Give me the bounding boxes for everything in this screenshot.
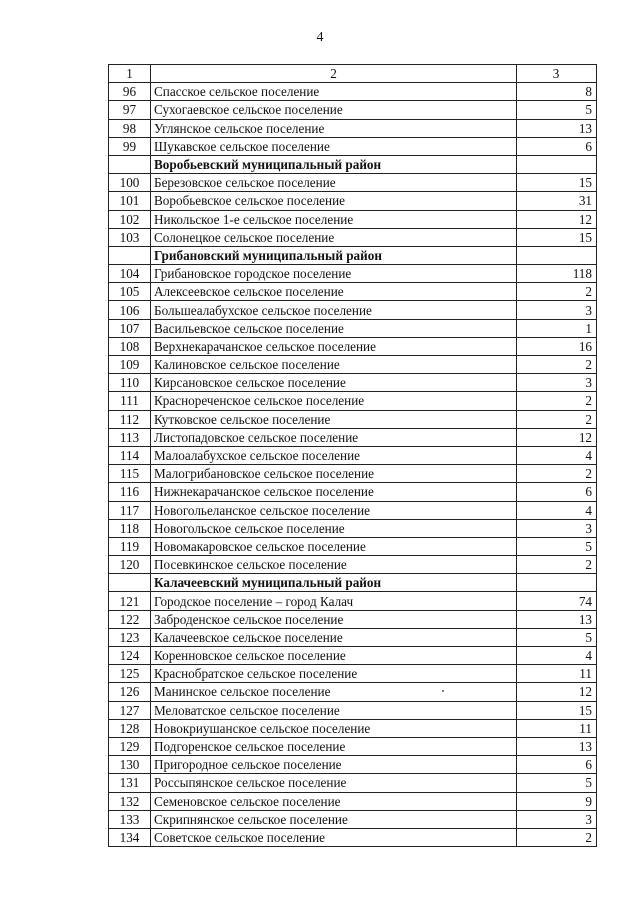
row-number: 126 bbox=[109, 683, 151, 701]
row-number: 96 bbox=[109, 83, 151, 101]
table-row bbox=[109, 101, 597, 119]
settlement-name: Листопадовское сельское поселение bbox=[151, 428, 517, 446]
table-row bbox=[109, 356, 597, 374]
settlement-name: Алексеевское сельское поселение bbox=[151, 283, 517, 301]
row-number: 118 bbox=[109, 519, 151, 537]
table-row bbox=[109, 737, 597, 755]
table-row bbox=[109, 446, 597, 464]
settlement-count: 12 bbox=[517, 683, 597, 701]
settlement-count: 2 bbox=[517, 410, 597, 428]
row-number-cell bbox=[109, 574, 151, 592]
row-number: 130 bbox=[109, 756, 151, 774]
row-number: 113 bbox=[109, 428, 151, 446]
settlement-count: 16 bbox=[517, 337, 597, 355]
row-number: 117 bbox=[109, 501, 151, 519]
settlement-count: 2 bbox=[517, 465, 597, 483]
settlement-count: 6 bbox=[517, 483, 597, 501]
district-row bbox=[109, 155, 597, 173]
table-row bbox=[109, 83, 597, 101]
row-number: 132 bbox=[109, 792, 151, 810]
row-number: 105 bbox=[109, 283, 151, 301]
settlement-count: 2 bbox=[517, 283, 597, 301]
table-row bbox=[109, 537, 597, 555]
row-number: 112 bbox=[109, 410, 151, 428]
settlement-count: 3 bbox=[517, 374, 597, 392]
row-number: 124 bbox=[109, 647, 151, 665]
scan-speck bbox=[442, 690, 444, 692]
settlement-name: Новокриушанское сельское поселение bbox=[151, 719, 517, 737]
row-number: 120 bbox=[109, 556, 151, 574]
settlement-count: 5 bbox=[517, 537, 597, 555]
count-cell bbox=[517, 155, 597, 173]
settlement-count: 2 bbox=[517, 556, 597, 574]
table-row bbox=[109, 610, 597, 628]
row-number: 110 bbox=[109, 374, 151, 392]
settlement-count: 5 bbox=[517, 628, 597, 646]
table-row bbox=[109, 483, 597, 501]
table-row bbox=[109, 319, 597, 337]
header-col-1: 1 bbox=[109, 65, 151, 83]
row-number: 104 bbox=[109, 265, 151, 283]
table-row bbox=[109, 301, 597, 319]
settlement-count: 15 bbox=[517, 228, 597, 246]
row-number: 107 bbox=[109, 319, 151, 337]
table-row bbox=[109, 647, 597, 665]
row-number: 99 bbox=[109, 137, 151, 155]
district-name: Грибановский муниципальный район bbox=[151, 246, 517, 264]
settlement-count: 11 bbox=[517, 719, 597, 737]
table-row bbox=[109, 228, 597, 246]
settlement-name: Солонецкое сельское поселение bbox=[151, 228, 517, 246]
settlement-count: 31 bbox=[517, 192, 597, 210]
settlement-name: Новогольеланское сельское поселение bbox=[151, 501, 517, 519]
table-row bbox=[109, 337, 597, 355]
settlement-count: 1 bbox=[517, 319, 597, 337]
settlement-count: 3 bbox=[517, 810, 597, 828]
table-row bbox=[109, 465, 597, 483]
settlements-table bbox=[108, 64, 597, 847]
district-row bbox=[109, 574, 597, 592]
settlement-name: Малоалабухское сельское поселение bbox=[151, 446, 517, 464]
row-number: 109 bbox=[109, 356, 151, 374]
row-number: 108 bbox=[109, 337, 151, 355]
settlement-name: Малогрибановское сельское поселение bbox=[151, 465, 517, 483]
header-col-2: 2 bbox=[151, 65, 517, 83]
settlement-name: Заброденское сельское поселение bbox=[151, 610, 517, 628]
settlement-count: 3 bbox=[517, 301, 597, 319]
row-number: 133 bbox=[109, 810, 151, 828]
table-row bbox=[109, 774, 597, 792]
settlement-name: Сухогаевское сельское поселение bbox=[151, 101, 517, 119]
settlement-count: 4 bbox=[517, 647, 597, 665]
count-cell bbox=[517, 246, 597, 264]
settlement-name: Воробьевское сельское поселение bbox=[151, 192, 517, 210]
settlement-name: Углянское сельское поселение bbox=[151, 119, 517, 137]
table-header-row bbox=[109, 65, 597, 83]
settlement-name: Городское поселение – город Калач bbox=[151, 592, 517, 610]
settlement-count: 4 bbox=[517, 446, 597, 464]
settlement-count: 15 bbox=[517, 174, 597, 192]
settlement-name: Грибановское городское поселение bbox=[151, 265, 517, 283]
row-number: 100 bbox=[109, 174, 151, 192]
table-row bbox=[109, 519, 597, 537]
table-row bbox=[109, 392, 597, 410]
table-row bbox=[109, 665, 597, 683]
settlement-count: 2 bbox=[517, 392, 597, 410]
settlement-name: Посевкинское сельское поселение bbox=[151, 556, 517, 574]
table-row bbox=[109, 410, 597, 428]
settlement-name: Семеновское сельское поселение bbox=[151, 792, 517, 810]
table-row bbox=[109, 828, 597, 846]
settlement-name: Россыпянское сельское поселение bbox=[151, 774, 517, 792]
settlement-count: 15 bbox=[517, 701, 597, 719]
settlement-name: Большеалабухское сельское поселение bbox=[151, 301, 517, 319]
row-number: 116 bbox=[109, 483, 151, 501]
district-name: Воробьевский муниципальный район bbox=[151, 155, 517, 173]
row-number-cell bbox=[109, 246, 151, 264]
table-row bbox=[109, 374, 597, 392]
settlement-count: 12 bbox=[517, 428, 597, 446]
settlement-name: Краснобратское сельское поселение bbox=[151, 665, 517, 683]
table-row bbox=[109, 810, 597, 828]
row-number: 122 bbox=[109, 610, 151, 628]
settlement-name: Советское сельское поселение bbox=[151, 828, 517, 846]
settlement-count: 2 bbox=[517, 828, 597, 846]
settlement-count: 5 bbox=[517, 774, 597, 792]
settlement-count: 4 bbox=[517, 501, 597, 519]
table-body bbox=[109, 65, 597, 847]
settlement-name: Калиновское сельское поселение bbox=[151, 356, 517, 374]
settlement-name: Верхнекарачанское сельское поселение bbox=[151, 337, 517, 355]
settlement-name: Никольское 1-е сельское поселение bbox=[151, 210, 517, 228]
row-number: 111 bbox=[109, 392, 151, 410]
table-row bbox=[109, 792, 597, 810]
row-number: 119 bbox=[109, 537, 151, 555]
row-number: 131 bbox=[109, 774, 151, 792]
settlement-name: Новомакаровское сельское поселение bbox=[151, 537, 517, 555]
settlement-name: Нижнекарачанское сельское поселение bbox=[151, 483, 517, 501]
settlement-count: 2 bbox=[517, 356, 597, 374]
settlement-count: 118 bbox=[517, 265, 597, 283]
table-row bbox=[109, 210, 597, 228]
row-number: 106 bbox=[109, 301, 151, 319]
settlement-name: Шукавское сельское поселение bbox=[151, 137, 517, 155]
settlement-count: 12 bbox=[517, 210, 597, 228]
row-number: 103 bbox=[109, 228, 151, 246]
settlement-name: Пригородное сельское поселение bbox=[151, 756, 517, 774]
table-row bbox=[109, 174, 597, 192]
table-row bbox=[109, 119, 597, 137]
settlement-name: Подгоренское сельское поселение bbox=[151, 737, 517, 755]
settlement-name: Кирсановское сельское поселение bbox=[151, 374, 517, 392]
row-number: 129 bbox=[109, 737, 151, 755]
row-number: 98 bbox=[109, 119, 151, 137]
settlement-name: Скрипнянское сельское поселение bbox=[151, 810, 517, 828]
row-number: 123 bbox=[109, 628, 151, 646]
count-cell bbox=[517, 574, 597, 592]
table-row bbox=[109, 556, 597, 574]
settlement-name: Новогольское сельское поселение bbox=[151, 519, 517, 537]
table-row bbox=[109, 719, 597, 737]
settlement-count: 13 bbox=[517, 610, 597, 628]
settlement-count: 9 bbox=[517, 792, 597, 810]
settlement-name: Васильевское сельское поселение bbox=[151, 319, 517, 337]
settlement-name: Манинское сельское поселение bbox=[151, 683, 517, 701]
row-number-cell bbox=[109, 155, 151, 173]
settlement-count: 5 bbox=[517, 101, 597, 119]
settlement-count: 3 bbox=[517, 519, 597, 537]
settlement-name: Краснореченское сельское поселение bbox=[151, 392, 517, 410]
settlement-count: 13 bbox=[517, 119, 597, 137]
row-number: 127 bbox=[109, 701, 151, 719]
row-number: 134 bbox=[109, 828, 151, 846]
settlement-name: Меловатское сельское поселение bbox=[151, 701, 517, 719]
settlement-name: Березовское сельское поселение bbox=[151, 174, 517, 192]
row-number: 115 bbox=[109, 465, 151, 483]
page-number: 4 bbox=[316, 30, 324, 45]
row-number: 128 bbox=[109, 719, 151, 737]
settlement-count: 11 bbox=[517, 665, 597, 683]
settlement-name: Калачеевское сельское поселение bbox=[151, 628, 517, 646]
table-row bbox=[109, 265, 597, 283]
settlement-count: 74 bbox=[517, 592, 597, 610]
settlement-count: 6 bbox=[517, 137, 597, 155]
settlement-count: 13 bbox=[517, 737, 597, 755]
district-name: Калачеевский муниципальный район bbox=[151, 574, 517, 592]
row-number: 97 bbox=[109, 101, 151, 119]
table-row bbox=[109, 701, 597, 719]
settlement-count: 6 bbox=[517, 756, 597, 774]
settlement-name: Коренновское сельское поселение bbox=[151, 647, 517, 665]
row-number: 102 bbox=[109, 210, 151, 228]
settlement-name: Спасское сельское поселение bbox=[151, 83, 517, 101]
table-row bbox=[109, 683, 597, 701]
row-number: 121 bbox=[109, 592, 151, 610]
table-row bbox=[109, 137, 597, 155]
row-number: 101 bbox=[109, 192, 151, 210]
table-row bbox=[109, 756, 597, 774]
row-number: 125 bbox=[109, 665, 151, 683]
table-row bbox=[109, 283, 597, 301]
table-row bbox=[109, 428, 597, 446]
settlement-count: 8 bbox=[517, 83, 597, 101]
row-number: 114 bbox=[109, 446, 151, 464]
table-row bbox=[109, 628, 597, 646]
table-row bbox=[109, 192, 597, 210]
table-row bbox=[109, 592, 597, 610]
district-row bbox=[109, 246, 597, 264]
table-row bbox=[109, 501, 597, 519]
header-col-3: 3 bbox=[517, 65, 597, 83]
settlement-name: Кутковское сельское поселение bbox=[151, 410, 517, 428]
